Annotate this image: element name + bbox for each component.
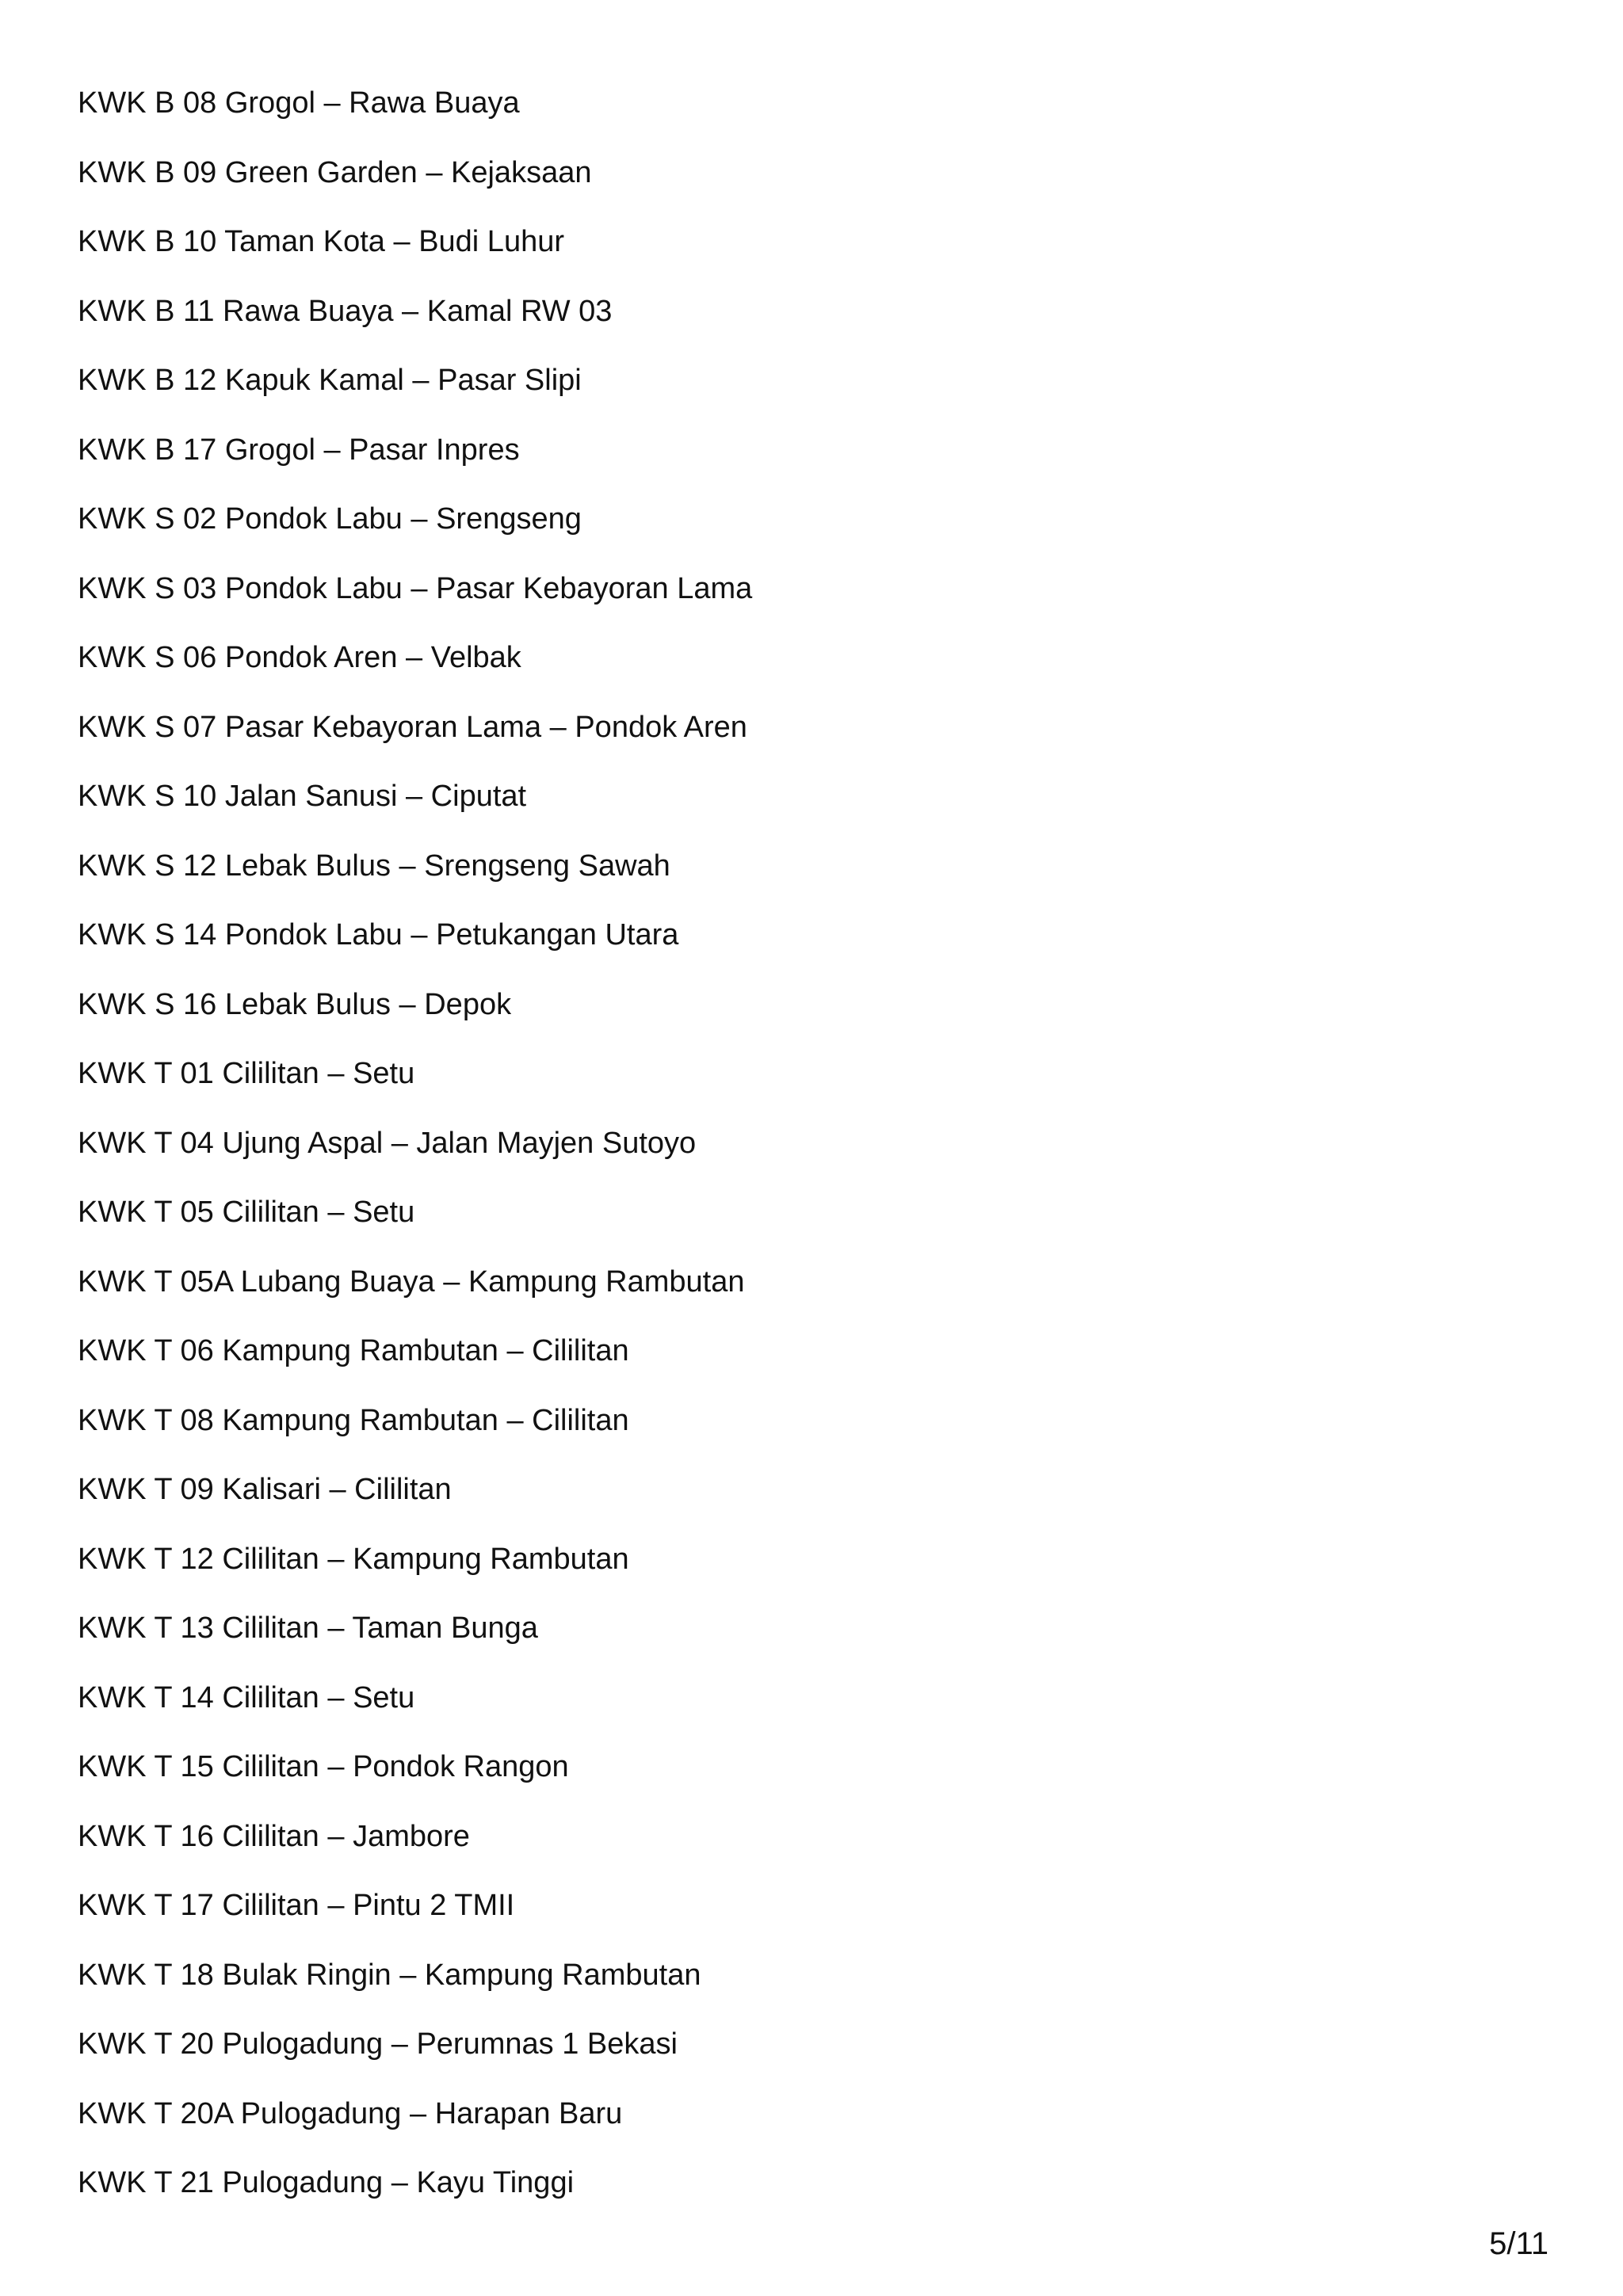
route-item: KWK T 01 Cililitan – Setu — [78, 1057, 415, 1090]
route-item: KWK T 09 Kalisari – Cililitan — [78, 1473, 452, 1506]
route-item: KWK T 12 Cililitan – Kampung Rambutan — [78, 1542, 629, 1576]
route-item: KWK S 16 Lebak Bulus – Depok — [78, 987, 512, 1021]
route-item: KWK T 05 Cililitan – Setu — [78, 1196, 415, 1229]
route-item: KWK S 12 Lebak Bulus – Srengseng Sawah — [78, 849, 670, 883]
route-list — [78, 82, 752, 2232]
route-item: KWK S 03 Pondok Labu – Pasar Kebayoran Lama — [78, 571, 753, 605]
route-item: KWK T 20 Pulogadung – Perumnas 1 Bekasi — [78, 2027, 678, 2061]
route-item: KWK T 14 Cililitan – Setu — [78, 1680, 415, 1714]
route-item: KWK T 15 Cililitan – Pondok Rangon — [78, 1750, 569, 1783]
route-item: KWK T 21 Pulogadung – Kayu Tinggi — [78, 2166, 575, 2199]
route-item: KWK T 04 Ujung Aspal – Jalan Mayjen Sutoyo — [78, 1126, 697, 1160]
route-item: KWK S 10 Jalan Sanusi – Ciputat — [78, 780, 527, 813]
route-item: KWK T 20A Pulogadung – Harapan Baru — [78, 2096, 623, 2130]
route-item: KWK T 18 Bulak Ringin – Kampung Rambutan — [78, 1958, 701, 1992]
page-number: 5/11 — [1489, 2226, 1549, 2261]
route-item: KWK B 09 Green Garden – Kejaksaan — [78, 155, 592, 189]
route-item: KWK T 08 Kampung Rambutan – Cililitan — [78, 1403, 629, 1437]
route-item: KWK B 08 Grogol – Rawa Buaya — [78, 86, 520, 120]
route-item: KWK T 06 Kampung Rambutan – Cililitan — [78, 1334, 629, 1367]
route-item: KWK B 12 Kapuk Kamal – Pasar Slipi — [78, 364, 582, 397]
route-item: KWK S 07 Pasar Kebayoran Lama – Pondok Aren — [78, 710, 747, 744]
route-item: KWK T 13 Cililitan – Taman Bunga — [78, 1611, 538, 1645]
route-item: KWK T 05A Lubang Buaya – Kampung Rambutan — [78, 1264, 745, 1299]
route-item: KWK S 06 Pondok Aren – Velbak — [78, 641, 521, 674]
route-item: KWK B 10 Taman Kota – Budi Luhur — [78, 225, 564, 258]
route-item: KWK S 02 Pondok Labu – Srengseng — [78, 502, 582, 536]
route-item: KWK T 16 Cililitan – Jambore — [78, 1819, 470, 1853]
route-item: KWK T 17 Cililitan – Pintu 2 TMII — [78, 1889, 515, 1922]
route-item: KWK B 11 Rawa Buaya – Kamal RW 03 — [78, 294, 613, 328]
route-item: KWK B 17 Grogol – Pasar Inpres — [78, 433, 520, 467]
route-item: KWK S 14 Pondok Labu – Petukangan Utara — [78, 918, 679, 952]
